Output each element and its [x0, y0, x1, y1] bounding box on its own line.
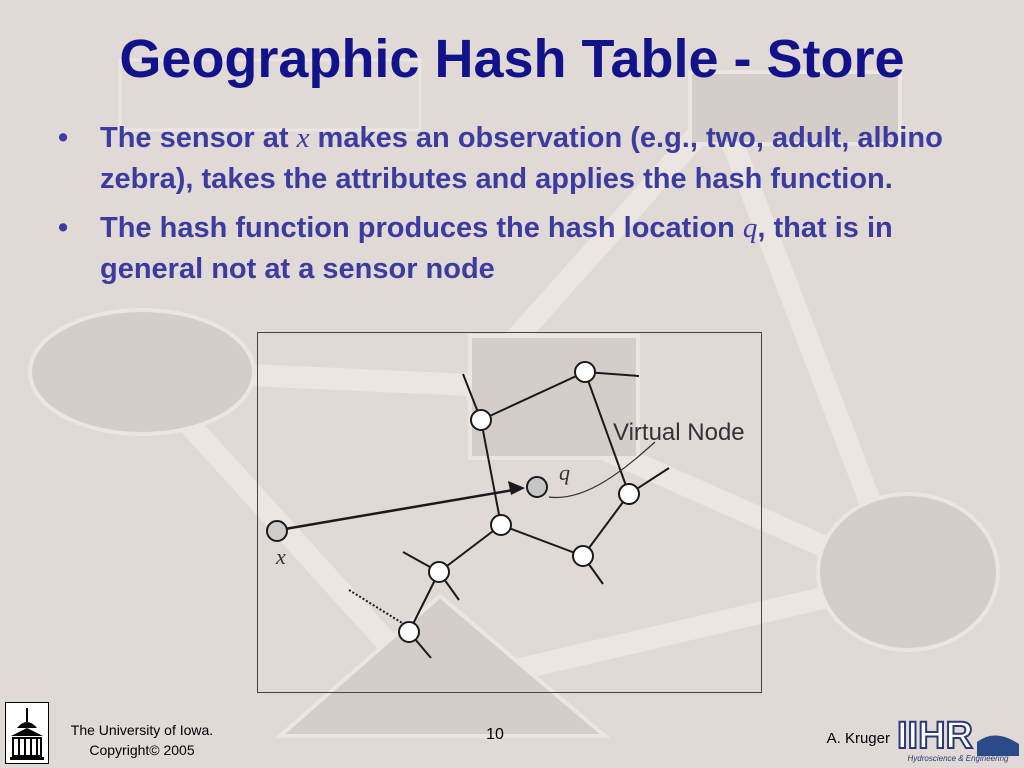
bullet-text: The hash function produces the hash location [100, 212, 743, 244]
arrow-head-icon [508, 481, 525, 495]
bullet-marker: • [58, 122, 69, 154]
copyright-line: Copyright© 2005 [89, 742, 195, 758]
author-name: A. Kruger [826, 730, 890, 747]
bullet-item [58, 118, 978, 200]
x-label: x [276, 544, 286, 569]
sensor-node [573, 546, 593, 566]
bullet-variable: x [296, 122, 310, 154]
sensor-node-x [267, 521, 287, 541]
figure-frame [258, 333, 762, 693]
hash-table-figure [257, 332, 762, 693]
dotted-link [349, 590, 407, 626]
bullet-text: The sensor at [100, 122, 297, 154]
bullet-list [58, 118, 978, 298]
slide-title: Geographic Hash Table - Store [119, 29, 905, 89]
bullet-marker: • [58, 212, 69, 244]
sensor-node [491, 515, 511, 535]
sensor-node [575, 362, 595, 382]
sensor-nodes [399, 362, 639, 642]
hash-arrow [279, 489, 519, 530]
sensor-node [429, 562, 449, 582]
iihr-logo-mark [895, 714, 1021, 756]
footer-university [54, 720, 230, 760]
sensor-node [619, 484, 639, 504]
bullet-item [58, 208, 978, 290]
old-capitol-building-icon [5, 702, 49, 764]
q-label: q [559, 460, 570, 485]
sensor-node [471, 410, 491, 430]
page-number: 10 [486, 726, 504, 743]
iihr-logo-text: IIHR [897, 715, 973, 756]
iihr-logo-icon [895, 714, 1021, 766]
virtual-node-label: Virtual Node [613, 419, 745, 446]
university-line: The University of Iowa. [70, 722, 214, 738]
bullet-text: , that is in general not at a sensor node [100, 212, 893, 285]
hash-location-q [527, 477, 547, 497]
bullet-text: makes an observation (e.g., two, adult, albino zebra), takes the attributes and applies the hash function. [100, 122, 943, 195]
bullet-variable: q [742, 212, 758, 244]
network-edges [403, 372, 669, 658]
iihr-logo-subtext: Hydroscience & Engineering [907, 754, 1009, 763]
sensor-node [399, 622, 419, 642]
